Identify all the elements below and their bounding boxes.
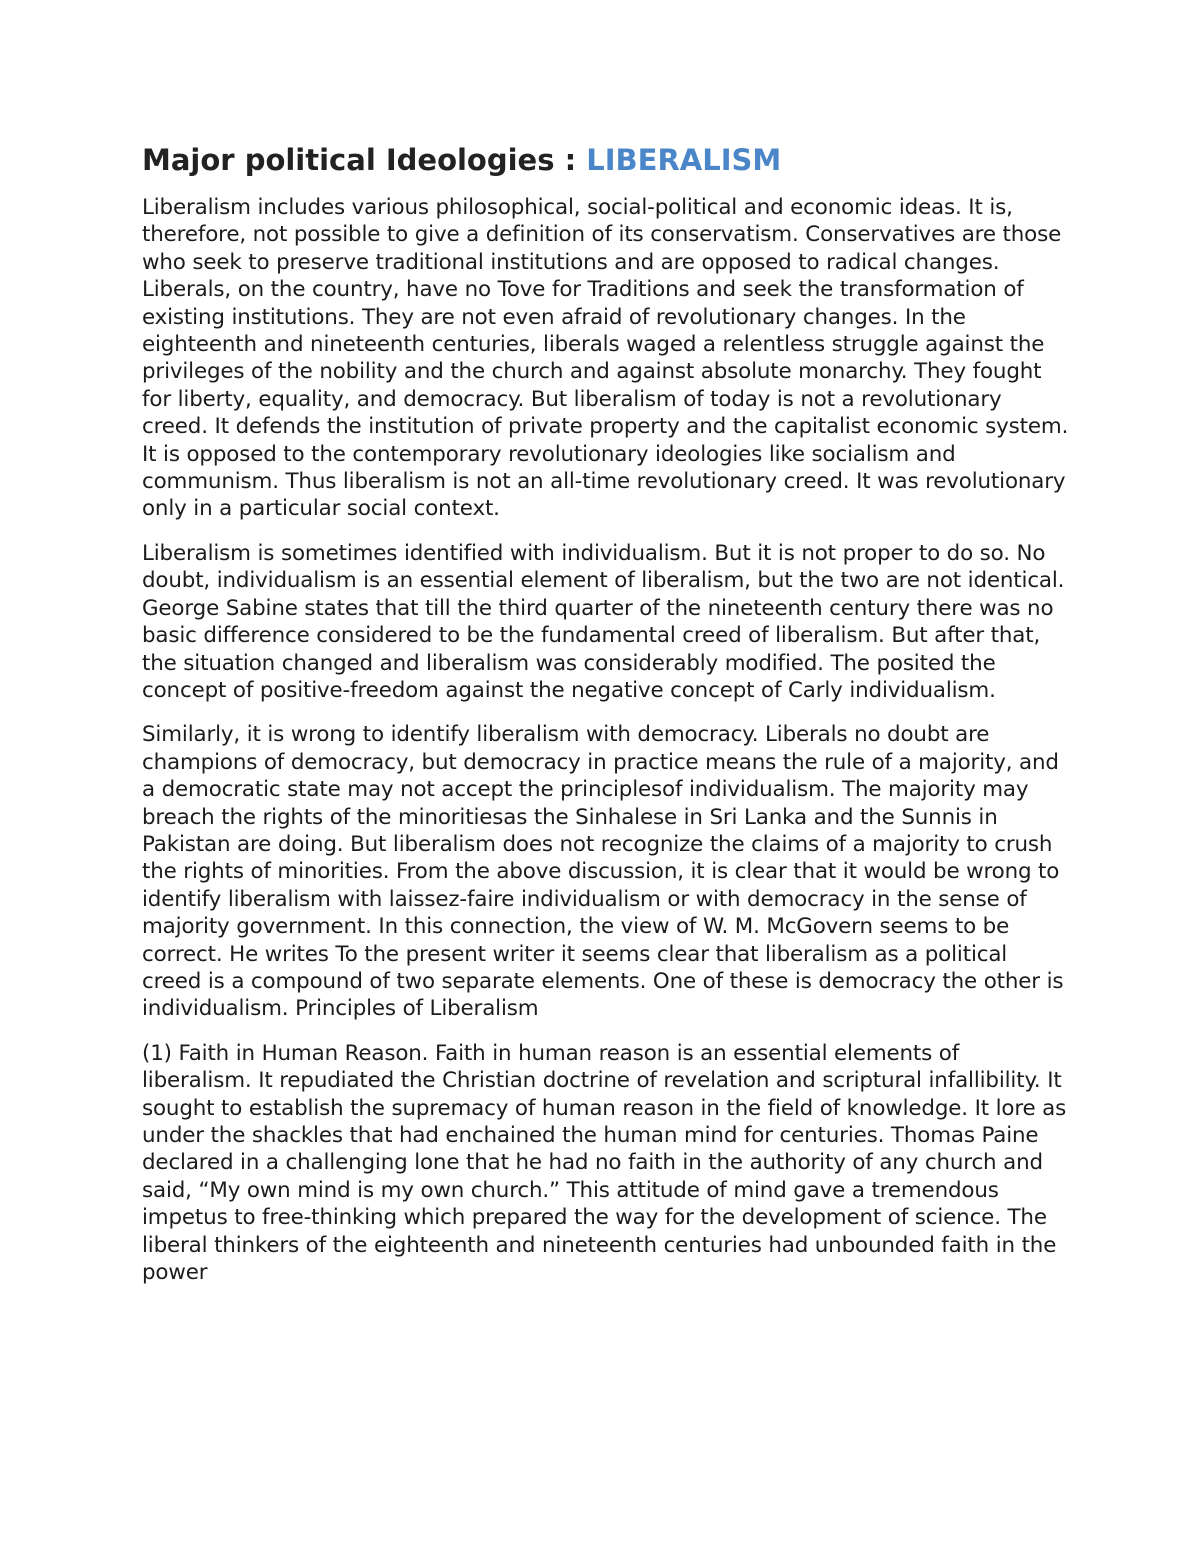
paragraph-3: Similarly, it is wrong to identify liberalism with democracy. Liberals no doubt are champions of democracy, but democracy in practice means the rule of a majority, and a democratic state may not accept the principlesof individualism. The majority may breach the rights of the minoritiesas the Sinhalese in Sri Lanka and the Sunnis in Pakistan are doing. But liberalism does not recognize the claims of a majority to crush the rights of minorities. From the above discussion, it is clear that it would be wrong to identify liberalism with laissez-faire individualism or with democracy in the sense of majority government. In this connection, the view of W. M. McGovern seems to be correct. He writes To the present writer it seems clear that liberalism as a political creed is a compound of two separate elements. One of these is democracy the other is individualism. Principles of Liberalism: [142, 722, 1064, 1022]
title-main-text: Major political Ideologies :: [142, 143, 587, 177]
document-title: [142, 140, 1072, 180]
paragraph-2: Liberalism is sometimes identified with individualism. But it is not proper to do so. No doubt, individualism is an essential element of liberalism, but the two are not identical. George Sabine states that till the third quarter of the nineteenth century there was no basic difference considered to be the fundamental creed of liberalism. But after that, the situation changed and liberalism was considerably modified. The posited the concept of positive-freedom against the negative concept of Carly individualism.: [142, 540, 1065, 703]
paragraph-4: (1) Faith in Human Reason. Faith in human reason is an essential elements of liberalism. It repudiated the Christian doctrine of revelation and scriptural infallibility. It sought to establish the supremacy of human reason in the field of knowledge. It lore as under the shackles that had enchained the human mind for centuries. Thomas Paine declared in a challenging lone that he had no faith in the authority of any church and said, “My own mind is my own church.” This attitude of mind gave a tremendous impetus to free-thinking which prepared the way for the development of science. The liberal thinkers of the eighteenth and nineteenth centuries had unbounded faith in the power: [142, 1040, 1067, 1286]
title-highlight-text: LIBERALISM: [586, 143, 782, 177]
document-page: [142, 140, 1072, 1303]
paragraph-1: Liberalism includes various philosophical, social-political and economic ideas. It is, therefore, not possible to give a definition of its conservatism. Conservatives are those who seek to preserve traditional institutions and are opposed to radical changes. Liberals, on the country, have no Tove for Traditions and seek the transformation of existing institutions. They are not even afraid of revolutionary changes. In the eighteenth and nineteenth centuries, liberals waged a relentless struggle against the privileges of the nobility and the church and against absolute monarchy. They fought for liberty, equality, and democracy. But liberalism of today is not a revolutionary creed. It defends the institution of private property and the capitalist economic system. It is opposed to the contemporary revolutionary ideologies like socialism and communism. Thus liberalism is not an all-time revolutionary creed. It was revolutionary only in a particular social context.: [142, 195, 1069, 522]
